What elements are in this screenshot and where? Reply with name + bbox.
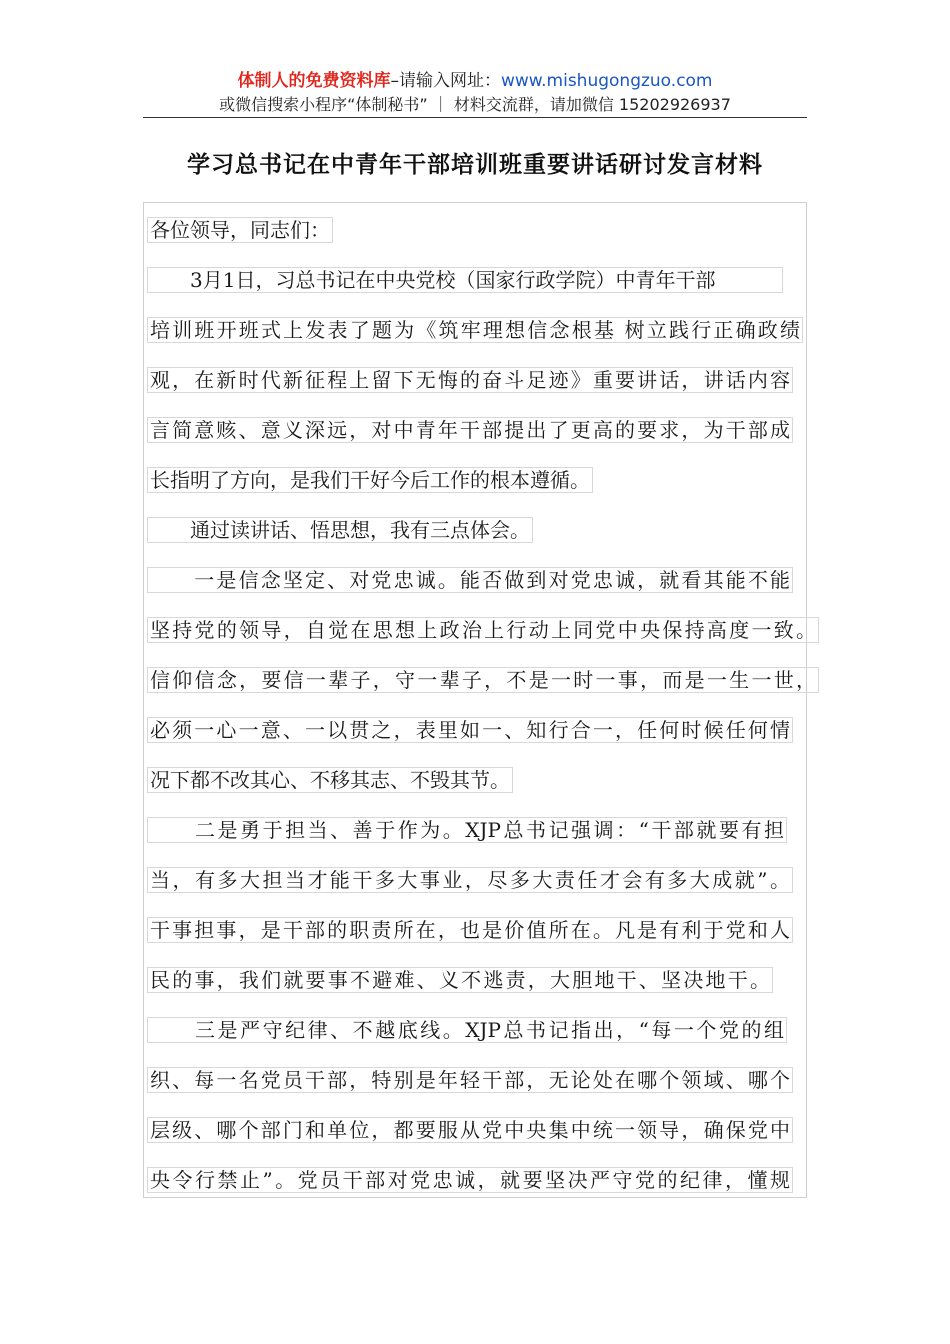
text-line: 信仰信念，要信一辈子，守一辈子，不是一时一事，而是一生一世， — [147, 667, 819, 693]
text-line: 通过读讲话、悟思想，我有三点体会。 — [147, 517, 533, 543]
site-url-link[interactable]: www.mishugongzuo.com — [500, 71, 713, 91]
header-divider — [143, 117, 807, 118]
text-line: 必须一心一意、一以贯之，表里如一、知行合一，任何时候任何情 — [147, 717, 793, 743]
text-line: 坚持党的领导，自觉在思想上政治上行动上同党中央保持高度一致。 — [147, 617, 819, 643]
text-line: 各位领导，同志们： — [147, 217, 333, 243]
text-line: 织、每一名党员干部，特别是年轻干部，无论处在哪个领域、哪个 — [147, 1067, 793, 1093]
banner-line-2: 或微信搜索小程序“体制秘书” ｜ 材料交流群，请加微信 15202926937 — [219, 95, 731, 114]
document-title: 学习总书记在中青年干部培训班重要讲话研讨发言材料 — [187, 151, 763, 178]
text-line: 观，在新时代新征程上留下无悔的奋斗足迹》重要讲话，讲话内容 — [147, 367, 793, 393]
text-line: 央令行禁止”。党员干部对党忠诚，就要坚决严守党的纪律，懂规 — [147, 1167, 793, 1193]
text-line: 一是信念坚定、对党忠诚。能否做到对党忠诚，就看其能不能 — [147, 567, 793, 593]
text-line: 干事担事，是干部的职责所在，也是价值所在。凡是有利于党和人 — [147, 917, 793, 943]
text-line: 况下都不改其心、不移其志、不毁其节。 — [147, 767, 513, 793]
text-line: 三是严守纪律、不越底线。XJP总书记指出，“每一个党的组 — [147, 1017, 787, 1043]
url-prompt: –请输入网址： — [390, 71, 501, 91]
text-line: 长指明了方向，是我们干好今后工作的根本遵循。 — [147, 467, 593, 493]
text-line: 3月1日，习总书记在中央党校（国家行政学院）中青年干部 — [147, 267, 783, 293]
text-line: 二是勇于担当、善于作为。XJP总书记强调：“干部就要有担 — [147, 817, 787, 843]
banner-line-1 — [0, 70, 950, 92]
text-frame — [143, 202, 807, 1198]
text-line: 当，有多大担当才能干多大事业，尽多大责任才会有多大成就”。 — [147, 867, 793, 893]
text-line: 层级、哪个部门和单位，都要服从党中央集中统一领导，确保党中 — [147, 1117, 793, 1143]
text-line: 民的事，我们就要事不避难、义不逃责，大胆地干、坚决地干。 — [147, 967, 773, 993]
text-line: 言简意赅、意义深远，对中青年干部提出了更高的要求，为干部成 — [147, 417, 793, 443]
text-line: 培训班开班式上发表了题为《筑牢理想信念根基 树立践行正确政绩 — [147, 317, 803, 343]
site-name: 体制人的免费资料库 — [237, 71, 391, 91]
